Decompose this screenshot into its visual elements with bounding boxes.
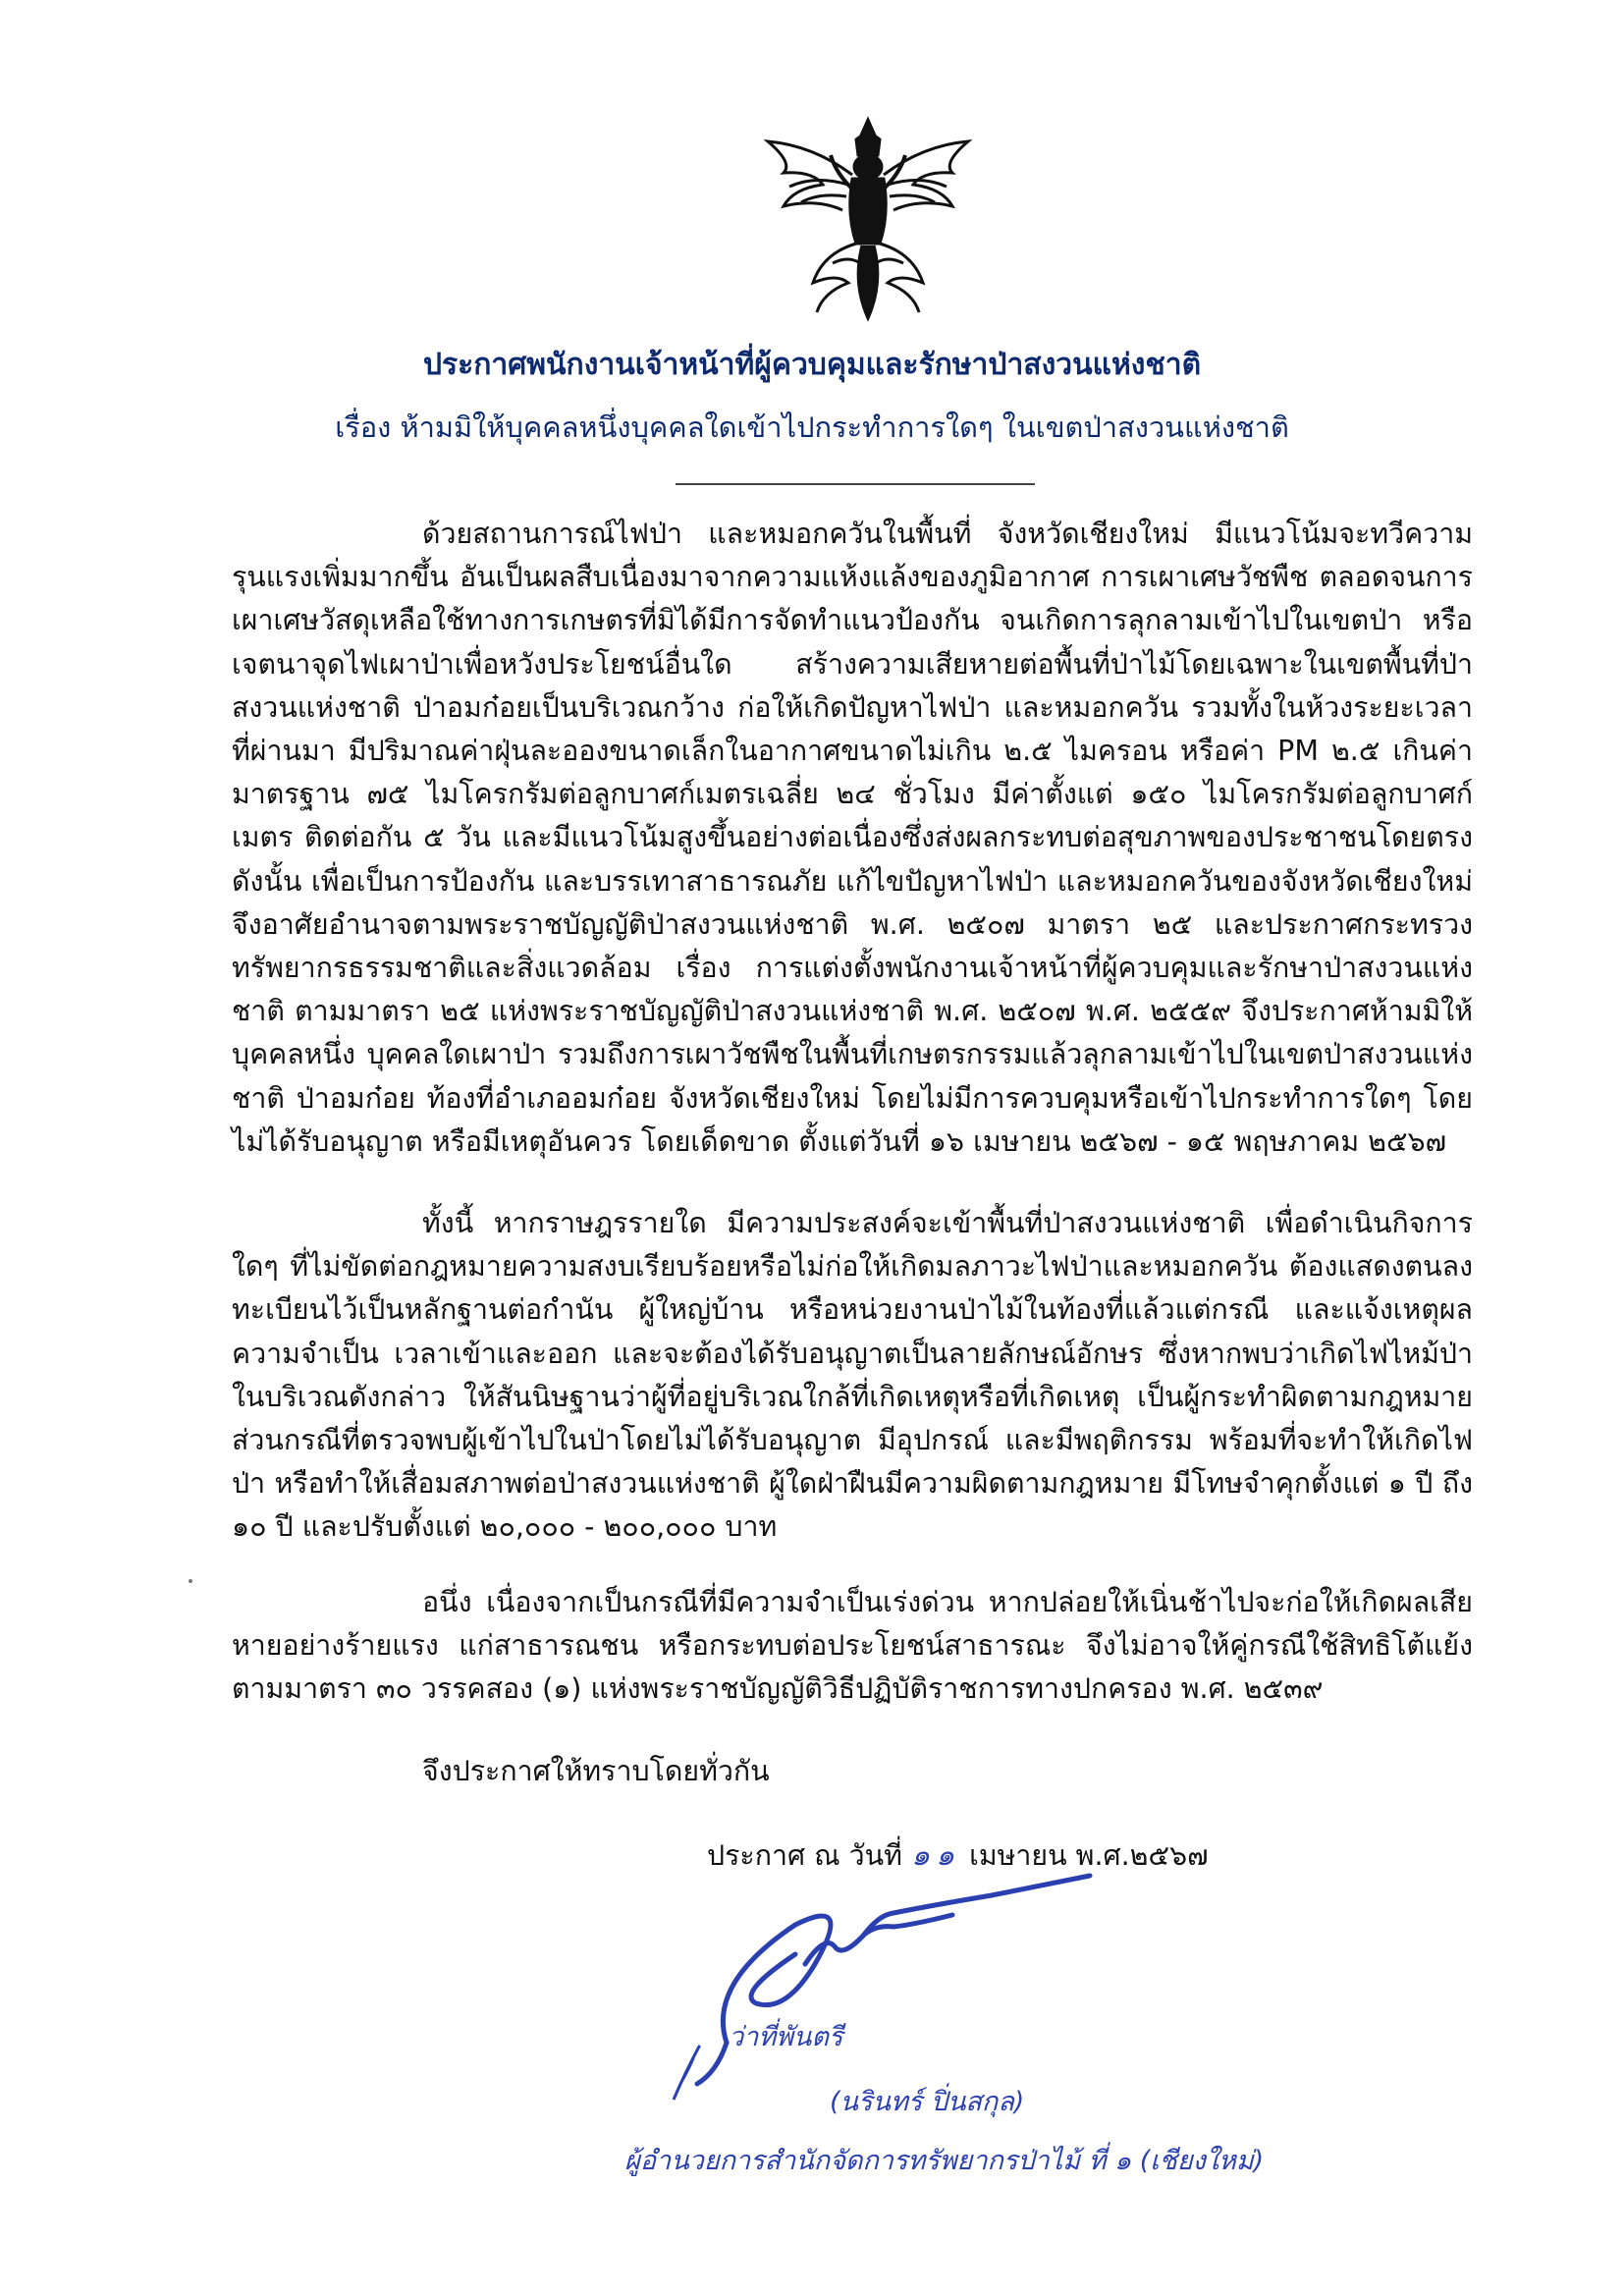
body-paragraph-2: ทั้งนี้ หากราษฎรรายใด มีความประสงค์จะเข้าพื้นที่ป่าสงวนแห่งชาติ เพื่อดำเนินกิจการใดๆ ที่ไม่ขัดต่อกฎหมายความสงบเรียบร้อยหรือไม่ก่อให้เกิดมลภาวะไฟป่าและหมอกควัน ต้องแสดงตนลงทะเบียนไว้เป็นหลักฐานต่อกำนัน ผู้ใหญ่บ้าน หรือหน่วยงานป่าไม้ในท้องที่แล้วแต่กรณี และแจ้งเหตุผลความจำเป็น เวลาเข้าและออก และจะต้องได้รับอนุญาตเป็นลายลักษณ์อักษร ซึ่งหากพบว่าเกิดไฟไหม้ป่าในบริเวณดังกล่าว ให้สันนิษฐานว่าผู้ที่อยู่บริเวณใกล้ที่เกิดเหตุหรือที่เกิดเหตุ เป็นผู้กระทำผิดตามกฎหมาย ส่วนกรณีที่ตรวจพบผู้เข้าไปในป่าโดยไม่ได้รับอนุญาต มีอุปกรณ์ และมีพฤติกรรม พร้อมที่จะทำให้เกิดไฟป่า หรือทำให้เสื่อมสภาพต่อป่าสงวนแห่งชาติ ผู้ใดฝ่าฝืนมีความผิดตามกฎหมาย มีโทษจำคุกตั้งแต่ ๑ ปี ถึง ๑๐ ปี และปรับตั้งแต่ ๒๐,๐๐๐ - ๒๐๐,๐๐๐ บาท bbox=[232, 1207, 1473, 1544]
body-paragraph-1: ด้วยสถานการณ์ไฟป่า และหมอกควันในพื้นที่ จังหวัดเชียงใหม่ มีแนวโน้มจะทวีความรุนแรงเพิ่มมากขึ้น อันเป็นผลสืบเนื่องมาจากความแห้งแล้งของภูมิอากาศ การเผาเศษวัชพืช ตลอดจนการเผาเศษวัสดุเหลือใช้ทางการเกษตรที่มิได้มีการจัดทำแนวป้องกัน จนเกิดการลุกลามเข้าไปในเขตป่า หรือเจตนาจุดไฟเผาป่าเพื่อหวังประโยชน์อื่นใด สร้างความเสียหายต่อพื้นที่ป่าไม้โดยเฉพาะในเขตพื้นที่ป่าสงวนแห่งชาติ ป่าอมก๋อยเป็นบริเวณกว้าง ก่อให้เกิดปัญหาไฟป่า และหมอกควัน รวมทั้งในห้วงระยะเวลาที่ผ่านมา มีปริมาณค่าฝุ่นละอองขนาดเล็กในอากาศขนาดไม่เกิน ๒.๕ ไมครอน หรือค่า PM ๒.๕ เกินค่ามาตรฐาน ๗๕ ไมโครกรัมต่อลูกบาศก์เมตรเฉลี่ย ๒๔ ชั่วโมง มีค่าตั้งแต่ ๑๕๐ ไมโครกรัมต่อลูกบาศก์เมตร ติดต่อกัน ๕ วัน และมีแนวโน้มสูงขึ้นอย่างต่อเนื่องซึ่งส่งผลกระทบต่อสุขภาพของประชาชนโดยตรง ดังนั้น เพื่อเป็นการป้องกัน และบรรเทาสาธารณภัย แก้ไขปัญหาไฟป่า และหมอกควันของจังหวัดเชียงใหม่ จึงอาศัยอำนาจตามพระราชบัญญัติป่าสงวนแห่งชาติ พ.ศ. ๒๕๐๗ มาตรา ๒๕ และประกาศกระทรวงทรัพยากรธรรมชาติและสิ่งแวดล้อม เรื่อง การแต่งตั้งพนักงานเจ้าหน้าที่ผู้ควบคุมและรักษาป่าสงวนแห่งชาติ ตามมาตรา ๒๕ แห่งพระราชบัญญัติป่าสงวนแห่งชาติ พ.ศ. ๒๕๐๗ พ.ศ. ๒๕๕๙ จึงประกาศห้ามมิให้บุคคลหนึ่ง บุคคลใดเผาป่า รวมถึงการเผาวัชพืชในพื้นที่เกษตรกรรมแล้วลุกลามเข้าไปในเขตป่าสงวนแห่งชาติ ป่าอมก๋อย ท้องที่อำเภออมก๋อย จังหวัดเชียงใหม่ โดยไม่มีการควบคุมหรือเข้าไปกระทำการใดๆ โดยไม่ได้รับอนุญาต หรือมีเหตุอันควร โดยเด็ดขาด ตั้งแต่วันที่ ๑๖ เมษายน ๒๕๖๗ - ๑๕ พฤษภาคม ๒๕๖๗ bbox=[232, 518, 1473, 1158]
date-day-handwritten: ๑๑ bbox=[910, 1838, 961, 1873]
handwritten-signature bbox=[668, 1856, 1198, 2102]
body-paragraph-3: อนึ่ง เนื่องจากเป็นกรณีที่มีความจำเป็นเร่งด่วน หากปล่อยให้เนิ่นช้าไปจะก่อให้เกิดผลเสียหายอย่างร้ายแรง แก่สาธารณชน หรือกระทบต่อประโยชน์สาธารณะ จึงไม่อาจให้คู่กรณีใช้สิทธิโต้แย้งตามมาตรา ๓๐ วรรคสอง (๑) แห่งพระราชบัญญัติวิธีปฏิบัติราชการทางปกครอง พ.ศ. ๒๕๓๙ bbox=[232, 1586, 1473, 1706]
margin-mark bbox=[189, 1579, 192, 1583]
signer-name: (นรินทร์ ปิ่นสกุล) bbox=[830, 2087, 1025, 2117]
signer-rank: ว่าที่พันตรี bbox=[729, 2022, 843, 2052]
pen-stroke-mark bbox=[664, 2043, 707, 2105]
signer-position: ผู้อำนวยการสำนักจัดการทรัพยากรป่าไม้ ที่ ๑ (เชียงใหม่) bbox=[624, 2146, 1265, 2176]
announcement-subject: เรื่อง ห้ามมิให้บุคคลหนึ่งบุคคลใดเข้าไปกระทำการใดๆ ในเขตป่าสงวนแห่งชาติ bbox=[335, 410, 1289, 444]
date-prefix: ประกาศ ณ วันที่ bbox=[707, 1839, 902, 1872]
title-divider bbox=[676, 483, 1035, 485]
date-suffix: เมษายน พ.ศ.๒๕๖๗ bbox=[969, 1839, 1209, 1872]
garuda-emblem-icon bbox=[754, 116, 982, 322]
announcement-title: ประกาศพนักงานเจ้าหน้าที่ผู้ควบคุมและรักษาป่าสงวนแห่งชาติ bbox=[422, 348, 1202, 382]
closing-line: จึงประกาศให้ทราบโดยทั่วกัน bbox=[422, 1755, 770, 1787]
